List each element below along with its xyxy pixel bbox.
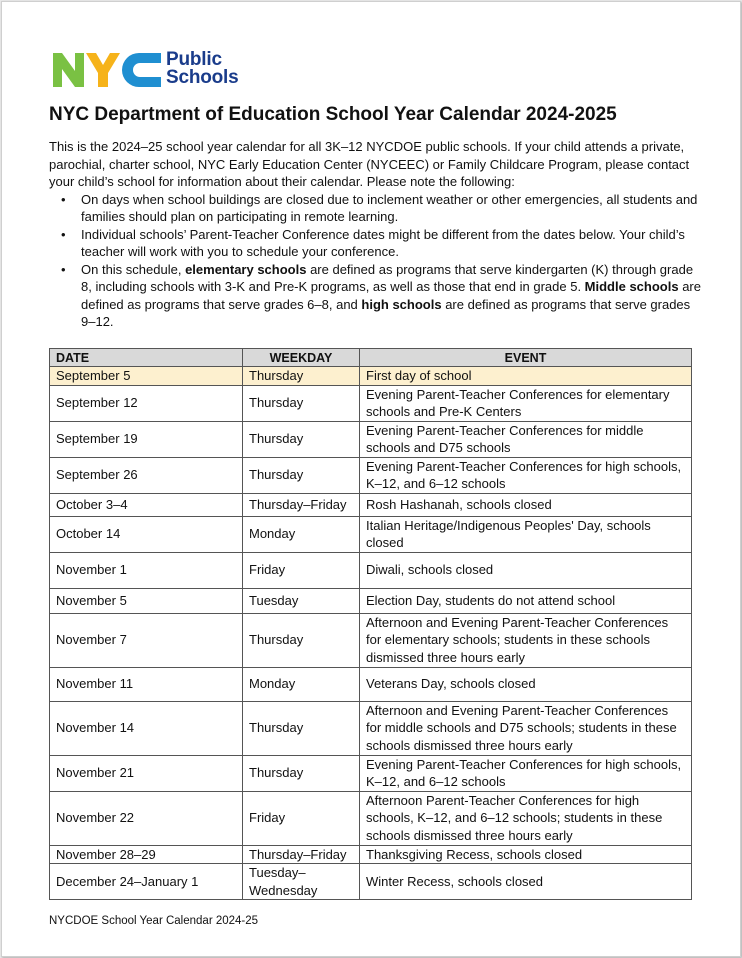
- table-row: [50, 755, 692, 791]
- bullet-text: On days when school buildings are closed due to inclement weather or other emergencies, all students and families should plan on participating in remote learning.: [81, 191, 698, 224]
- cell-weekday: Thursday–Friday: [243, 845, 360, 864]
- nyc-logo-mark: [53, 53, 161, 87]
- cell-date: November 5: [50, 588, 243, 613]
- cell-event: Diwali, schools closed: [360, 552, 692, 588]
- table-row: [50, 845, 692, 864]
- table-row: [50, 701, 692, 755]
- bullet-text: are defined as programs that serve grades 9–12.: [81, 296, 691, 329]
- table-row: [50, 864, 692, 900]
- cell-weekday: Thursday–Friday: [243, 493, 360, 516]
- page-footer: NYCDOE School Year Calendar 2024-25: [49, 915, 259, 927]
- cell-weekday: Friday: [243, 552, 360, 588]
- page-title: NYC Department of Education School Year Calendar 2024-2025: [49, 104, 617, 125]
- cell-event: Evening Parent-Teacher Conferences for high schools, K–12, and 6–12 schools: [360, 457, 692, 493]
- table-row: [50, 667, 692, 701]
- cell-weekday: Thursday: [243, 367, 360, 386]
- cell-weekday: Tuesday: [243, 588, 360, 613]
- cell-date: September 26: [50, 457, 243, 493]
- cell-event: Evening Parent-Teacher Conferences for middle schools and D75 schools: [360, 421, 692, 457]
- intro-section: [49, 138, 704, 331]
- cell-event: Thanksgiving Recess, schools closed: [360, 845, 692, 864]
- cell-event: Italian Heritage/Indigenous Peoples' Day, schools closed: [360, 516, 692, 552]
- list-item: • On days when school buildings are closed due to inclement weather or other emergencies, all students and families should plan on participating in remote learning.: [61, 191, 698, 224]
- table-row: [50, 367, 692, 386]
- cell-event: Afternoon and Evening Parent-Teacher Conferences for middle schools and D75 schools; students in these schools dismissed three hours early: [360, 701, 692, 755]
- cell-date: November 21: [50, 755, 243, 791]
- cell-weekday: Monday: [243, 667, 360, 701]
- cell-weekday: Thursday: [243, 421, 360, 457]
- table-row: [50, 552, 692, 588]
- table-row: [50, 457, 692, 493]
- cell-event: First day of school: [360, 367, 692, 386]
- cell-date: November 1: [50, 552, 243, 588]
- cell-weekday: Thursday: [243, 701, 360, 755]
- cell-event: Evening Parent-Teacher Conferences for elementary schools and Pre-K Centers: [360, 385, 692, 421]
- cell-weekday: Tuesday–Wednesday: [243, 864, 360, 900]
- table-header-row: [50, 349, 692, 367]
- cell-event: Afternoon and Evening Parent-Teacher Conferences for elementary schools; students in these schools dismissed three hours early: [360, 613, 692, 667]
- cell-event: Afternoon Parent-Teacher Conferences for high schools, K–12, and 6–12 schools; students in these schools dismissed three hours early: [360, 791, 692, 845]
- document-page: [1, 1, 741, 957]
- table-row: [50, 588, 692, 613]
- bullet-text: are defined as programs that serve grades 6–8, and: [81, 279, 701, 312]
- cell-date: December 24–January 1: [50, 864, 243, 900]
- intro-paragraph: This is the 2024–25 school year calendar for all 3K–12 NYCDOE public schools. If your child attends a private, parochial, charter school, NYC Early Education Center (NYCEEC) or Family Childcare Program, please contact your child’s school for information about their calendar. Please note the following:: [49, 139, 690, 189]
- table-row: [50, 493, 692, 516]
- cell-date: September 12: [50, 385, 243, 421]
- cell-weekday: Thursday: [243, 457, 360, 493]
- cell-weekday: Friday: [243, 791, 360, 845]
- bullet-text: Individual schools’ Parent-Teacher Conference dates might be different from the dates below. Your child’s teacher will work with you to schedule your conference.: [81, 226, 685, 259]
- logo-text: [166, 51, 239, 87]
- column-header-weekday: WEEKDAY: [243, 349, 360, 367]
- list-item: • On this schedule, elementary schools are defined as programs that serve kindergarten (K) through grade 8, including schools with 3-K and Pre-K programs, as well as those that end in grade 5. Middle schools are defined as programs that serve grades 6–8, and high schools are defined as programs that serve grades 9–12.: [61, 261, 701, 329]
- notes-list: [49, 191, 704, 331]
- cell-date: November 7: [50, 613, 243, 667]
- cell-date: November 14: [50, 701, 243, 755]
- calendar-table-body: [50, 367, 692, 900]
- bullet-text: On this schedule,: [81, 261, 186, 277]
- bullet-text: are defined as programs that serve kindergarten (K) through grade 8, including schools with 3-K and Pre-K programs, as well as those that end in grade 5.: [81, 261, 694, 294]
- cell-event: Veterans Day, schools closed: [360, 667, 692, 701]
- column-header-event: EVENT: [360, 349, 692, 367]
- column-header-date: DATE: [50, 349, 243, 367]
- cell-date: November 22: [50, 791, 243, 845]
- cell-weekday: Monday: [243, 516, 360, 552]
- cell-date: October 3–4: [50, 493, 243, 516]
- table-row: [50, 421, 692, 457]
- cell-date: November 11: [50, 667, 243, 701]
- cell-date: September 19: [50, 421, 243, 457]
- bold-term-elementary: elementary schools: [185, 261, 307, 277]
- logo-line-schools: Schools: [166, 67, 239, 88]
- cell-weekday: Thursday: [243, 755, 360, 791]
- cell-weekday: Thursday: [243, 613, 360, 667]
- cell-date: November 28–29: [50, 845, 243, 864]
- cell-event: Evening Parent-Teacher Conferences for high schools, K–12, and 6–12 schools: [360, 755, 692, 791]
- table-row: [50, 385, 692, 421]
- table-row: [50, 791, 692, 845]
- cell-event: Rosh Hashanah, schools closed: [360, 493, 692, 516]
- cell-date: September 5: [50, 367, 243, 386]
- table-row: [50, 613, 692, 667]
- bold-term-middle: Middle schools: [584, 279, 679, 294]
- bold-term-high: high schools: [361, 296, 442, 312]
- logo-line-public: Public: [166, 49, 222, 70]
- table-row: [50, 516, 692, 552]
- cell-date: October 14: [50, 516, 243, 552]
- cell-event: Winter Recess, schools closed: [360, 864, 692, 900]
- list-item: • Individual schools’ Parent-Teacher Conference dates might be different from the dates below. Your child’s teacher will work with you to schedule your conference.: [61, 226, 685, 259]
- cell-weekday: Thursday: [243, 385, 360, 421]
- calendar-table: [49, 348, 692, 900]
- cell-event: Election Day, students do not attend school: [360, 588, 692, 613]
